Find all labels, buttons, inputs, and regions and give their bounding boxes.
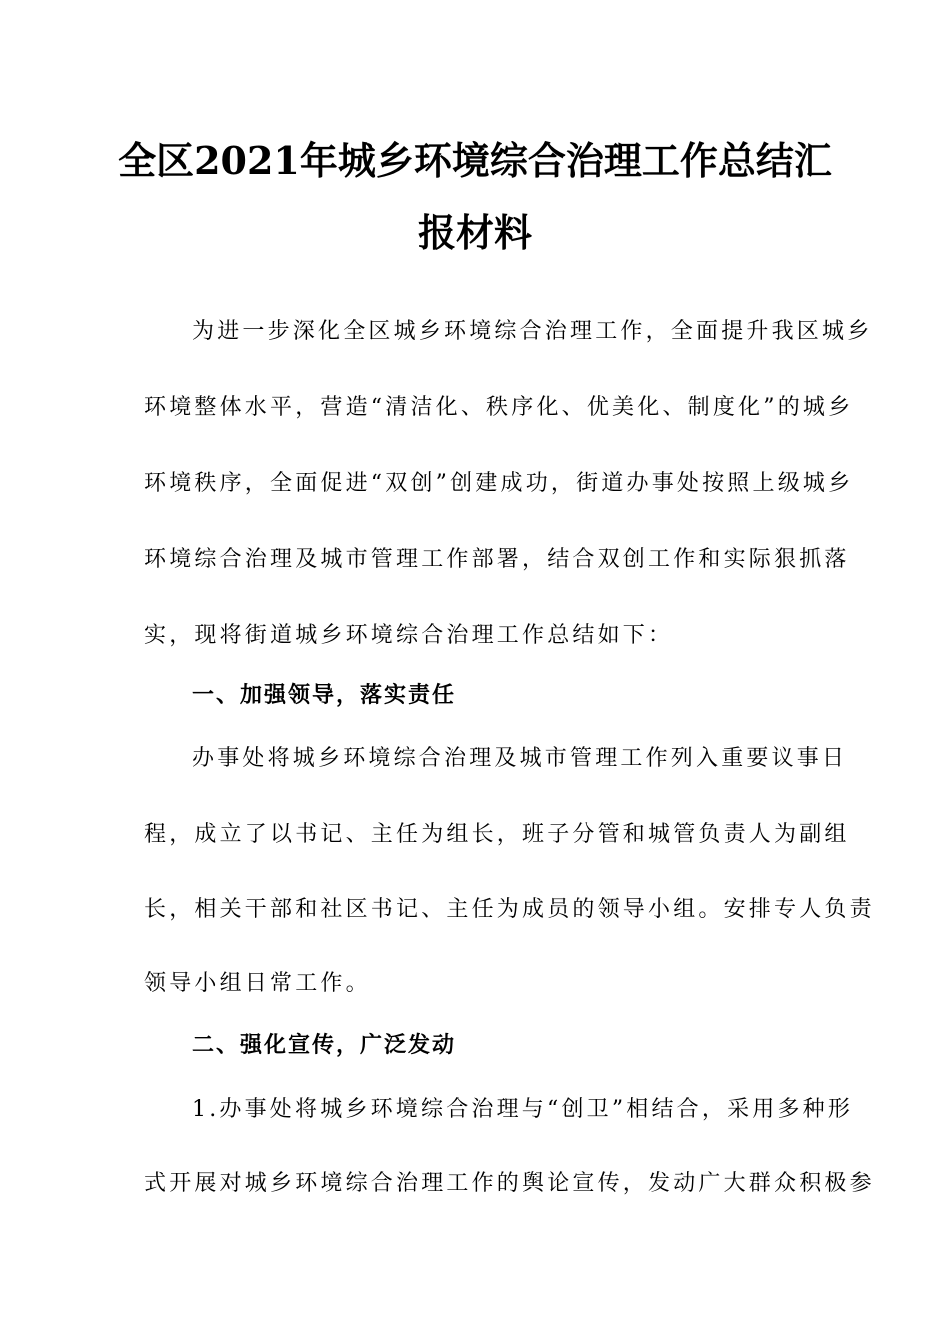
section-2-line-2: 式开展对城乡环境综合治理工作的舆论宣传，发动广大群众积极参 bbox=[144, 1171, 875, 1196]
document-title-line-2: 报材料 bbox=[417, 210, 532, 255]
intro-line-4: 环境综合治理及城市管理工作部署，结合双创工作和实际狠抓落 bbox=[144, 547, 850, 572]
section-2-heading: 二、强化宣传，广泛发动 bbox=[192, 1032, 457, 1058]
section-1-line-1: 办事处将城乡环境综合治理及城市管理工作列入重要议事日 bbox=[192, 746, 848, 771]
section-2-line-1: 1.办事处将城乡环境综合治理与“创卫”相结合，采用多种形 bbox=[192, 1097, 854, 1122]
intro-line-3: 环境秩序，全面促进“双创”创建成功，街道办事处按照上级城乡 bbox=[144, 471, 854, 496]
intro-line-2: 环境整体水平，营造“清洁化、秩序化、优美化、制度化”的城乡 bbox=[144, 395, 854, 420]
document-title-line-1: 全区2021年城乡环境综合治理工作总结汇 bbox=[118, 138, 832, 183]
section-1-line-2: 程，成立了以书记、主任为组长，班子分管和城管负责人为副组 bbox=[144, 822, 850, 847]
section-1-line-3: 长，相关干部和社区书记、主任为成员的领导小组。安排专人负责 bbox=[144, 897, 875, 922]
intro-line-5: 实，现将街道城乡环境综合治理工作总结如下： bbox=[144, 623, 674, 648]
section-1-heading: 一、加强领导，落实责任 bbox=[192, 682, 457, 708]
section-1-line-4: 领导小组日常工作。 bbox=[144, 971, 371, 996]
intro-line-1: 为进一步深化全区城乡环境综合治理工作，全面提升我区城乡 bbox=[192, 319, 873, 344]
